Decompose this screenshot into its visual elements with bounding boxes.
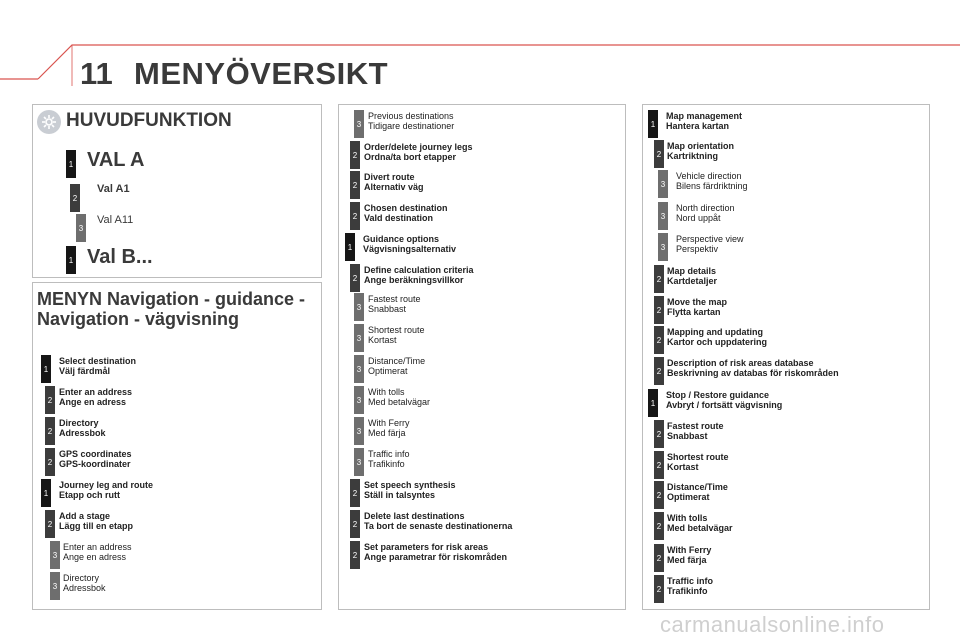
menyn-title-line2: Navigation - vägvisning	[37, 309, 240, 329]
level-badge: 3	[354, 110, 364, 138]
menu-item: Fastest route Snabbast	[368, 294, 421, 314]
page-title: MENYÖVERSIKT	[134, 56, 389, 91]
level-badge: 1	[41, 355, 51, 383]
level-badge: 2	[654, 544, 664, 572]
huvudfunktion-title: HUVUDFUNKTION	[66, 110, 232, 131]
level-badge: 2	[350, 264, 360, 292]
menu-item: Description of risk areas database Beskrivning av databas för riskområden	[667, 358, 839, 378]
menu-item: Divert route Alternativ väg	[364, 172, 424, 192]
level-badge: 3	[354, 386, 364, 414]
menu-item: Set parameters for risk areas Ange parametrar för riskområden	[364, 542, 508, 562]
level-badge: 3	[50, 572, 60, 600]
menu-item: Map orientation Kartriktning	[667, 141, 734, 161]
level-badge: 2	[654, 512, 664, 540]
level-badge: 2	[350, 510, 360, 538]
menu-item: Mapping and updating Kartor och uppdatering	[667, 327, 768, 347]
menu-item: Perspective view Perspektiv	[676, 234, 744, 254]
menu-item: With Ferry Med färja	[667, 545, 712, 565]
menu-item: Fastest route Snabbast	[667, 421, 724, 441]
menu-item: Shortest route Kortast	[667, 452, 729, 472]
level-badge: 2	[45, 417, 55, 445]
menu-item: Shortest route Kortast	[368, 325, 425, 345]
menu-item: Select destination Välj färdmål	[59, 356, 137, 376]
val-b-label: Val B...	[87, 246, 153, 268]
level-badge: 1	[648, 389, 658, 417]
val-a1-label: Val A1	[97, 183, 130, 195]
menu-item: Traffic info Trafikinfo	[667, 576, 714, 596]
val-a-label: VAL A	[87, 149, 145, 171]
level-badge: 1	[41, 479, 51, 507]
level-badge: 2	[45, 386, 55, 414]
menu-item: Delete last destinations Ta bort de senaste destinationerna	[364, 511, 513, 531]
level-badge: 1	[648, 110, 658, 138]
level-badge: 2	[45, 510, 55, 538]
level-badge: 3	[354, 355, 364, 383]
level-badge: 2	[654, 357, 664, 385]
page-number: 11	[80, 56, 113, 91]
level-badge: 2	[654, 481, 664, 509]
menu-item: Vehicle direction Bilens färdriktning	[676, 171, 748, 191]
level-badge: 3	[658, 202, 668, 230]
menu-item: Directory Adressbok	[59, 418, 106, 438]
level-badge: 2	[654, 296, 664, 324]
menu-item: Enter an address Ange en adress	[63, 542, 132, 562]
menu-item: Enter an address Ange en adress	[59, 387, 133, 407]
level-badge: 2	[654, 265, 664, 293]
watermark: carmanualsonline.info	[660, 612, 885, 637]
menu-item: Define calculation criteria Ange beräkningsvillkor	[364, 265, 474, 285]
level-badge: 2	[350, 202, 360, 230]
menu-item: Move the map Flytta kartan	[667, 297, 728, 317]
level-badge: 3	[354, 417, 364, 445]
menu-item: Directory Adressbok	[63, 573, 106, 593]
menu-item: Distance/Time Optimerat	[368, 356, 426, 376]
level-badge: 2	[654, 326, 664, 354]
level-badge: 1	[345, 233, 355, 261]
menu-item: Order/delete journey legs Ordna/ta bort etapper	[364, 142, 473, 162]
menu-item: North direction Nord uppåt	[676, 203, 735, 223]
level-badge: 3	[76, 214, 86, 242]
menu-item: Guidance options Vägvisningsalternativ	[363, 234, 457, 254]
level-badge: 2	[350, 141, 360, 169]
level-badge: 2	[654, 140, 664, 168]
level-badge: 3	[354, 448, 364, 476]
menu-item: Previous destinations Tidigare destinationer	[368, 111, 455, 131]
menu-item: Add a stage Lägg till en etapp	[59, 511, 134, 531]
level-badge: 3	[50, 541, 60, 569]
menyn-title	[37, 289, 305, 329]
menu-item: With tolls Med betalvägar	[368, 387, 431, 407]
val-a11-label: Val A11	[97, 214, 134, 226]
level-badge: 3	[658, 170, 668, 198]
level-badge: 1	[66, 150, 76, 178]
menyn-title-line1: MENYN Navigation - guidance -	[37, 289, 306, 309]
menu-item: Stop / Restore guidance Avbryt / fortsätt vägvisning	[666, 390, 783, 410]
level-badge: 3	[354, 324, 364, 352]
level-badge: 2	[654, 420, 664, 448]
level-badge: 2	[45, 448, 55, 476]
level-badge: 3	[354, 293, 364, 321]
level-badge: 2	[350, 479, 360, 507]
level-badge: 1	[66, 246, 76, 274]
settings-icon	[37, 110, 61, 134]
level-badge: 2	[350, 171, 360, 199]
menu-item: Traffic info Trafikinfo	[368, 449, 410, 469]
menu-item: Set speech synthesis Ställ in talsyntes	[364, 480, 456, 500]
menu-item: With tolls Med betalvägar	[667, 513, 733, 533]
level-badge: 2	[70, 184, 80, 212]
menu-item: Journey leg and route Etapp och rutt	[59, 480, 154, 500]
menu-item: With Ferry Med färja	[368, 418, 410, 438]
level-badge: 2	[350, 541, 360, 569]
menu-item: Distance/Time Optimerat	[667, 482, 728, 502]
menu-item: Chosen destination Vald destination	[364, 203, 448, 223]
level-badge: 3	[658, 233, 668, 261]
menu-item: Map details Kartdetaljer	[667, 266, 718, 286]
menu-item: GPS coordinates GPS-koordinater	[59, 449, 132, 469]
level-badge: 2	[654, 575, 664, 603]
menu-item: Map management Hantera kartan	[666, 111, 743, 131]
level-badge: 2	[654, 451, 664, 479]
